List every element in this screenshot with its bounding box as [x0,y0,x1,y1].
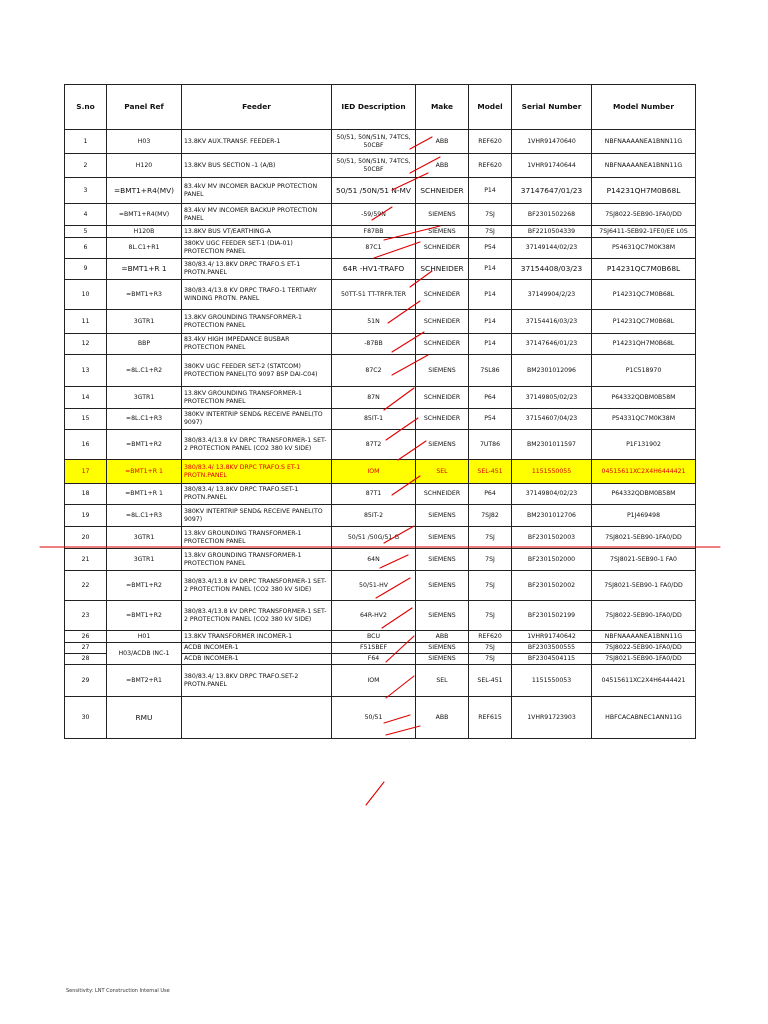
cell-make: SEL [416,460,469,484]
cell-panel-ref: H03 [107,130,182,154]
cell-feeder: 13.8kV GROUNDING TRANSFORMER-1 PROTECTION PANEL [182,549,332,571]
cell-ied-description: 50/51 [332,697,416,739]
cell-model: 7SJ [469,643,512,654]
cell-make: SIEMENS [416,549,469,571]
cell-serial-number: BM2301011597 [512,430,592,460]
cell-ied-description: 87T2 [332,430,416,460]
cell-feeder: 380/83.4/ 13.8KV DRPC TRAFO.SET-2 PROTN.PANEL [182,665,332,697]
table-row [65,154,696,178]
cell-make: SIEMENS [416,204,469,226]
cell-feeder: 13.8kV GROUNDING TRANSFORMER-1 PROTECTION PANEL [182,527,332,549]
cell-panel-ref: BBP [107,334,182,355]
cell-feeder: 380KV INTERTRIP SEND& RECEIVE PANEL(TO 9097) [182,505,332,527]
cell-model-number: 04515611XC2X4H6444421 [592,665,696,697]
header-row [65,85,696,130]
cell-panel-ref: =BMT1+R3 [107,280,182,310]
cell-serial-number: 37147647/01/23 [512,178,592,204]
cell-model-number: P64332QDBM0B58M [592,387,696,409]
cell-sno: 12 [65,334,107,355]
cell-model-number: 7SJ8021-5EB90-1FA0/DD [592,654,696,665]
cell-serial-number: BF2301502199 [512,601,592,631]
cell-model: P14 [469,334,512,355]
cell-sno: 6 [65,238,107,259]
cell-panel-ref: H03/ACDB INC-1 [107,643,182,665]
cell-sno: 1 [65,130,107,154]
cell-serial-number: BF2301502003 [512,527,592,549]
cell-sno: 30 [65,697,107,739]
cell-serial-number: BF2301502000 [512,549,592,571]
header-feeder: Feeder [182,85,332,130]
cell-panel-ref: 3GTR1 [107,310,182,334]
cell-panel-ref: =BMT1+R2 [107,601,182,631]
cell-panel-ref: H120 [107,154,182,178]
table-row [65,238,696,259]
cell-serial-number: 37154416/03/23 [512,310,592,334]
cell-sno: 3 [65,178,107,204]
table-row [65,280,696,310]
cell-ied-description: 87T1 [332,484,416,505]
cell-panel-ref: =BMT2+R1 [107,665,182,697]
cell-serial-number: BF2210504339 [512,226,592,238]
cell-feeder: 13.8KV BUS SECTION -1 (A/B) [182,154,332,178]
cell-sno: 20 [65,527,107,549]
cell-panel-ref: 3GTR1 [107,549,182,571]
cell-ied-description: BCU [332,631,416,643]
header-model: Model [469,85,512,130]
cell-make: SIEMENS [416,226,469,238]
cell-model: 7SJ82 [469,505,512,527]
cell-panel-ref: 3GTR1 [107,527,182,549]
cell-model: SEL-451 [469,665,512,697]
table-row [65,631,696,643]
cell-sno: 15 [65,409,107,430]
cell-model-number: P14231QC7M0B68L [592,310,696,334]
cell-ied-description: 85IT-2 [332,505,416,527]
cell-feeder: 380/83.4/ 13.8KV DRPC TRAFO.S ET-1 PROTN.PANEL [182,259,332,280]
cell-model: 7SL86 [469,355,512,387]
cell-model: REF620 [469,130,512,154]
cell-model-number: P14231QH7M0B68L [592,334,696,355]
cell-feeder: 13.8KV GROUNDING TRANSFORMER-1 PROTECTION PANEL [182,310,332,334]
cell-sno: 14 [65,387,107,409]
table-row [65,665,696,697]
cell-panel-ref: =8L.C1+R3 [107,409,182,430]
table-row [65,549,696,571]
cell-model: 7SJ [469,601,512,631]
cell-feeder: 380/83.4/13.8 kV DRPC TRANSFORMER-1 SET-2 PROTECTION PANEL (CO2 380 kV SIDE) [182,571,332,601]
cell-panel-ref: =BMT1+R2 [107,430,182,460]
header-serial-number: Serial Number [512,85,592,130]
header-model-number: Model Number [592,85,696,130]
cell-serial-number: BF2304504115 [512,654,592,665]
cell-serial-number: BF2301502268 [512,204,592,226]
cell-ied-description: IOM [332,665,416,697]
cell-feeder: 83.4kV MV INCOMER BACKUP PROTECTION PANEL [182,178,332,204]
cell-ied-description: 50TT-51 TT-TRFR.TER [332,280,416,310]
pen-mark [366,782,384,805]
cell-sno: 2 [65,154,107,178]
cell-ied-description: 50/51 /50N/51 N-MV [332,178,416,204]
cell-model: REF615 [469,697,512,739]
cell-panel-ref: H120B [107,226,182,238]
cell-feeder: ACDB INCOMER-1 [182,643,332,654]
cell-feeder: 380/83.4/ 13.8KV DRPC TRAFO.SET-1 PROTN.PANEL [182,484,332,505]
cell-model-number: 7SJ8022-5EB90-1FA0/DD [592,601,696,631]
cell-ied-description: 50/51, 50N/51N, 74TCS, 50CBF [332,154,416,178]
cell-model-number: NBFNAAAANEA1BNN11G [592,130,696,154]
cell-make: ABB [416,697,469,739]
cell-ied-description: 50/51 /50G/51 G [332,527,416,549]
cell-feeder: 380KV UGC FEEDER SET-1 (DIA-01) PROTECTION PANEL [182,238,332,259]
cell-sno: 13 [65,355,107,387]
cell-serial-number: 37147646/01/23 [512,334,592,355]
cell-make: SIEMENS [416,355,469,387]
cell-ied-description: 50/51, 50N/51N, 74TCS, 50CBF [332,130,416,154]
cell-sno: 23 [65,601,107,631]
cell-ied-description: 64R-HV2 [332,601,416,631]
cell-model-number: 7SJ8021-5EB90-1FA0/DD [592,527,696,549]
cell-serial-number: 1151550053 [512,665,592,697]
cell-feeder: 13.8KV GROUNDING TRANSFORMER-1 PROTECTION PANEL [182,387,332,409]
cell-sno: 29 [65,665,107,697]
cell-serial-number: 37149904/2/23 [512,280,592,310]
cell-make: SIEMENS [416,601,469,631]
cell-sno: 21 [65,549,107,571]
cell-make: SCHNEIDER [416,310,469,334]
cell-make: SIEMENS [416,643,469,654]
table-row [65,601,696,631]
table-row [65,334,696,355]
cell-model: 7SJ [469,654,512,665]
cell-ied-description: 85IT-1 [332,409,416,430]
cell-model: 7SJ [469,226,512,238]
cell-panel-ref: =BMT1+R 1 [107,460,182,484]
cell-feeder: 13.8KV AUX.TRANSF. FEEDER-1 [182,130,332,154]
cell-make: SCHNEIDER [416,484,469,505]
cell-model: P54 [469,238,512,259]
cell-serial-number: BM2301012706 [512,505,592,527]
cell-feeder: 83.4kV MV INCOMER BACKUP PROTECTION PANEL [182,204,332,226]
cell-model: P14 [469,178,512,204]
cell-feeder: 380KV UGC FEEDER SET-2 (STATCOM) PROTECTION PANEL(TO 9097 BSP DAI-C04) [182,355,332,387]
cell-sno: 27 [65,643,107,654]
cell-make: ABB [416,154,469,178]
cell-model-number: P64332QDBM0B58M [592,484,696,505]
cell-feeder: 380/83.4/13.8 kV DRPC TRANSFORMER-1 SET-2 PROTECTION PANEL (CO2 380 kV SIDE) [182,601,332,631]
cell-serial-number: 37149805/02/23 [512,387,592,409]
cell-serial-number: 1151550055 [512,460,592,484]
cell-sno: 28 [65,654,107,665]
cell-panel-ref: =BMT1+R4(MV) [107,204,182,226]
cell-sno: 18 [65,484,107,505]
cell-sno: 9 [65,259,107,280]
table-row [65,697,696,739]
cell-model: REF620 [469,631,512,643]
cell-sno: 5 [65,226,107,238]
cell-ied-description: 50/51-HV [332,571,416,601]
cell-feeder: 380/83.4/ 13.8KV DRPC TRAFO.S ET-1 PROTN.PANEL [182,460,332,484]
cell-ied-description: 64R -HV1-TRAFO [332,259,416,280]
cell-panel-ref: 3GTR1 [107,387,182,409]
table-row [65,226,696,238]
cell-model-number: P1C518970 [592,355,696,387]
cell-model-number: P14231QH7M0B68L [592,178,696,204]
cell-serial-number: BF2301502002 [512,571,592,601]
sensitivity-footer: Sensitivity: LNT Construction Internal Use [66,988,170,994]
cell-model-number: 7SJ8021-5EB90-1 FA0 [592,549,696,571]
cell-model-number: P1F131902 [592,430,696,460]
cell-model: P14 [469,280,512,310]
cell-serial-number: BF2303500555 [512,643,592,654]
cell-feeder: 380/83.4/13.8 kV DRPC TRANSFORMER-1 SET-2 PROTECTION PANEL (CO2 380 kV SIDE) [182,430,332,460]
cell-model: 7SJ [469,204,512,226]
header-ied-description: IED Description [332,85,416,130]
cell-ied-description: 87C1 [332,238,416,259]
cell-make: ABB [416,631,469,643]
cell-sno: 16 [65,430,107,460]
cell-panel-ref: RMU [107,697,182,739]
cell-sno: 17 [65,460,107,484]
table-row [65,204,696,226]
cell-ied-description: F51SBEF [332,643,416,654]
cell-sno: 19 [65,505,107,527]
table-row [65,355,696,387]
cell-feeder: 83.4kV HIGH IMPEDANCE BUSBAR PROTECTION PANEL [182,334,332,355]
cell-feeder [182,697,332,739]
cell-make: SCHNEIDER [416,280,469,310]
cell-make: SCHNEIDER [416,259,469,280]
header-sno: S.no [65,85,107,130]
cell-sno: 26 [65,631,107,643]
table-row [65,259,696,280]
cell-panel-ref: =8L.C1+R2 [107,355,182,387]
cell-panel-ref: =8L.C1+R3 [107,505,182,527]
cell-panel-ref: =BMT1+R4(MV) [107,178,182,204]
cell-model: 7SJ [469,571,512,601]
cell-serial-number: 37154408/03/23 [512,259,592,280]
cell-make: SIEMENS [416,505,469,527]
cell-sno: 4 [65,204,107,226]
table-body [65,130,696,739]
cell-feeder: 380/83.4/13.8 KV DRPC TRAFO-1 TERTIARY WINDING PROTN. PANEL [182,280,332,310]
table-row [65,484,696,505]
table-row [65,430,696,460]
cell-model-number: 7SJ8021-5EB90-1 FA0/DD [592,571,696,601]
cell-model-number: NBFNAAAANEA1BNN11G [592,631,696,643]
cell-model-number: P1J469498 [592,505,696,527]
cell-sno: 11 [65,310,107,334]
cell-feeder: 380KV INTERTRIP SEND& RECEIVE PANEL(TO 9097) [182,409,332,430]
cell-make: SIEMENS [416,571,469,601]
cell-sno: 10 [65,280,107,310]
cell-panel-ref: 8L.C1+R1 [107,238,182,259]
cell-model: SEL-451 [469,460,512,484]
cell-panel-ref: H01 [107,631,182,643]
cell-model: 7UT86 [469,430,512,460]
cell-make: SCHNEIDER [416,409,469,430]
cell-make: SIEMENS [416,654,469,665]
cell-ied-description: IOM [332,460,416,484]
cell-panel-ref: =BMT1+R2 [107,571,182,601]
cell-make: SIEMENS [416,430,469,460]
cell-model: 7SJ [469,527,512,549]
cell-ied-description: F87BB [332,226,416,238]
cell-model: 7SJ [469,549,512,571]
cell-ied-description: 51N [332,310,416,334]
cell-feeder: 13.8KV BUS VT/EARTHING-A [182,226,332,238]
cell-make: SCHNEIDER [416,387,469,409]
table-row [65,527,696,549]
cell-ied-description: 64N [332,549,416,571]
cell-sno: 22 [65,571,107,601]
cell-make: SCHNEIDER [416,178,469,204]
table-row [65,310,696,334]
cell-model: P54 [469,409,512,430]
table-row [65,130,696,154]
cell-make: SIEMENS [416,527,469,549]
cell-model-number: HBFCACABNEC1ANN11G [592,697,696,739]
table-row [65,505,696,527]
cell-serial-number: 1VHR91740644 [512,154,592,178]
cell-serial-number: 1VHR91723903 [512,697,592,739]
header-make: Make [416,85,469,130]
cell-model: P64 [469,484,512,505]
cell-ied-description: 87N [332,387,416,409]
cell-ied-description: -87BB [332,334,416,355]
cell-make: SCHNEIDER [416,334,469,355]
cell-make: ABB [416,130,469,154]
cell-serial-number: BM2301012096 [512,355,592,387]
cell-ied-description: F64 [332,654,416,665]
cell-model: P64 [469,387,512,409]
cell-model: P14 [469,259,512,280]
cell-model-number: 7SJ8022-5EB90-1FA0/DD [592,643,696,654]
cell-model-number: 7SJ6411-5EB92-1FE0/EE L0S [592,226,696,238]
table-row [65,643,696,654]
table-row [65,178,696,204]
cell-model: P14 [469,310,512,334]
cell-serial-number: 37149144/02/23 [512,238,592,259]
cell-serial-number: 1VHR91740642 [512,631,592,643]
cell-ied-description: -59/59N [332,204,416,226]
cell-model-number: P54631QC7M0K38M [592,238,696,259]
cell-model-number: P54331QC7M0K38M [592,409,696,430]
cell-model-number: 04515611XC2X4H6444421 [592,460,696,484]
cell-model-number: 7SJ8022-5EB90-1FA0/DD [592,204,696,226]
cell-feeder: 13.8KV TRANSFORMER INCOMER-1 [182,631,332,643]
cell-feeder: ACDB INCOMER-1 [182,654,332,665]
equipment-table [64,84,696,739]
cell-ied-description: 87C2 [332,355,416,387]
cell-model-number: NBFNAAAANEA1BNN11G [592,154,696,178]
cell-make: SCHNEIDER [416,238,469,259]
cell-panel-ref: =BMT1+R 1 [107,259,182,280]
cell-serial-number: 1VHR91470640 [512,130,592,154]
cell-make: SEL [416,665,469,697]
cell-panel-ref: =BMT1+R 1 [107,484,182,505]
table-row [65,409,696,430]
cell-serial-number: 37154607/04/23 [512,409,592,430]
header-panel-ref: Panel Ref [107,85,182,130]
table-row [65,387,696,409]
cell-model: REF620 [469,154,512,178]
table-row [65,571,696,601]
table-row [65,460,696,484]
cell-model-number: P14231QC7M0B68L [592,259,696,280]
cell-model-number: P14231QC7M0B68L [592,280,696,310]
cell-serial-number: 37149804/02/23 [512,484,592,505]
